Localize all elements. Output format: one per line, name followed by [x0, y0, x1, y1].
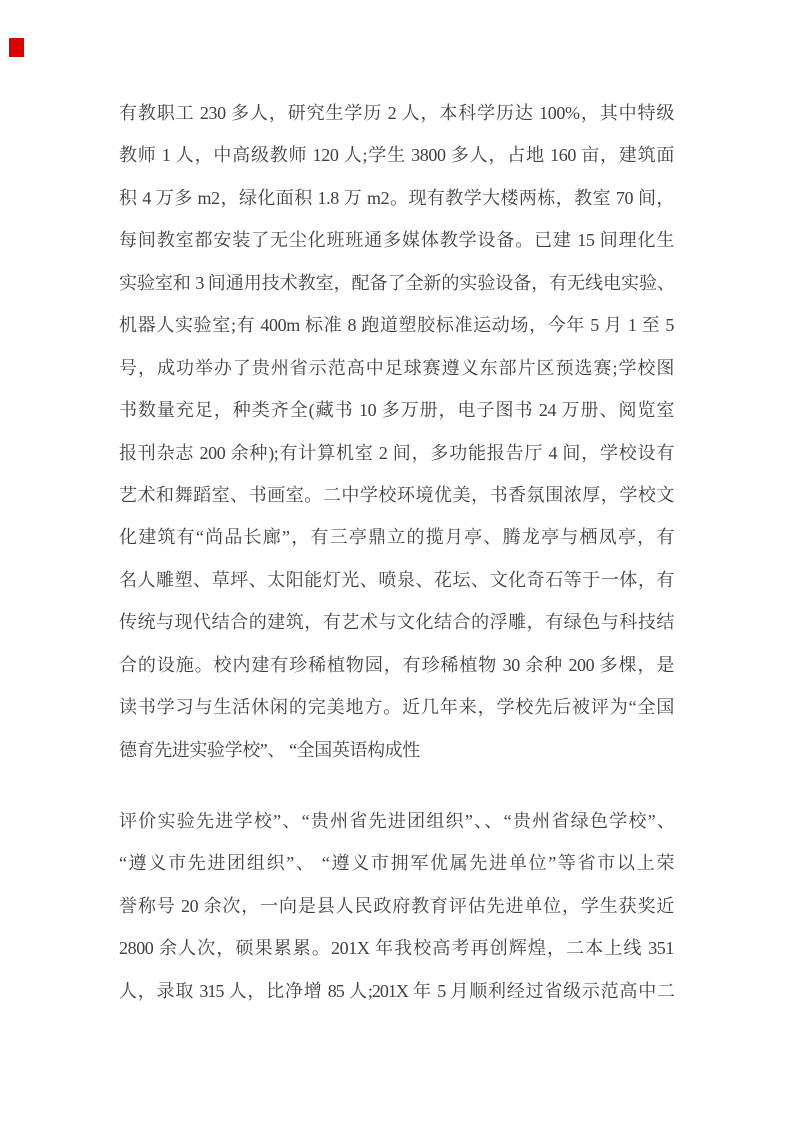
- text-line: “遵义市先进团组织”、 “遵义市拥军优属先进单位”等省市以上荣: [119, 853, 674, 874]
- text-line: 合的设施。校内建有珍稀植物园，有珍稀植物 30 余种 200 多棵，是: [119, 654, 674, 675]
- text-line: 号，成功举办了贵州省示范高中足球赛遵义东部片区预选赛;学校图: [119, 357, 674, 378]
- text-line: 人，录取 315 人，比净增 85 人;201X 年 5 月顺利经过省级示范高中二: [119, 980, 674, 1001]
- paragraph-2: [119, 800, 674, 1012]
- text-line: 德育先进实验学校”、 “全国英语构成性: [119, 739, 420, 760]
- text-line: 积 4 万多 m2，绿化面积 1.8 万 m2。现有教学大楼两栋，教室 70 间，: [119, 187, 674, 208]
- text-line: 教师 1 人，中高级教师 120 人;学生 3800 多人，占地 160 亩，建筑面: [119, 145, 674, 166]
- text-line: 化建筑有“尚品长廊”，有三亭鼎立的揽月亭、腾龙亭与栖凤亭，有: [119, 527, 674, 548]
- text-line: 传统与现代结合的建筑，有艺术与文化结合的浮雕，有绿色与科技结: [119, 612, 674, 633]
- document-body: [119, 92, 674, 1012]
- text-line: 机器人实验室;有 400m 标准 8 跑道塑胶标准运动场，今年 5 月 1 至 5: [119, 315, 674, 336]
- text-line: 名人雕塑、草坪、太阳能灯光、喷泉、花坛、文化奇石等于一体，有: [119, 569, 674, 590]
- text-line: 有教职工 230 多人，研究生学历 2 人，本科学历达 100%，其中特级: [119, 103, 674, 123]
- paragraph-1: [119, 92, 674, 771]
- text-line: 誉称号 20 余次，一向是县人民政府教育评估先进单位，学生获奖近: [119, 895, 674, 916]
- text-line: 实验室和 3 间通用技术教室，配备了全新的实验设备，有无线电实验、: [119, 272, 674, 293]
- text-line: 每间教室都安装了无尘化班班通多媒体教学设备。已建 15 间理化生: [119, 230, 674, 251]
- text-line: 报刊杂志 200 余种);有计算机室 2 间，多功能报告厅 4 间，学校设有: [119, 442, 674, 463]
- text-line: 书数量充足，种类齐全(藏书 10 多万册，电子图书 24 万册、阅览室: [119, 400, 674, 421]
- text-line: 读书学习与生活休闲的完美地方。近几年来，学校先后被评为“全国: [119, 697, 674, 718]
- text-line: 评价实验先进学校”、“贵州省先进团组织”、、“贵州省绿色学校”、: [119, 811, 674, 831]
- red-rectangle-marker: [9, 38, 24, 57]
- text-line: 2800 余人次，硕果累累。201X 年我校高考再创辉煌，二本上线 351: [119, 938, 674, 959]
- text-line: 艺术和舞蹈室、书画室。二中学校环境优美，书香氛围浓厚，学校文: [119, 484, 674, 505]
